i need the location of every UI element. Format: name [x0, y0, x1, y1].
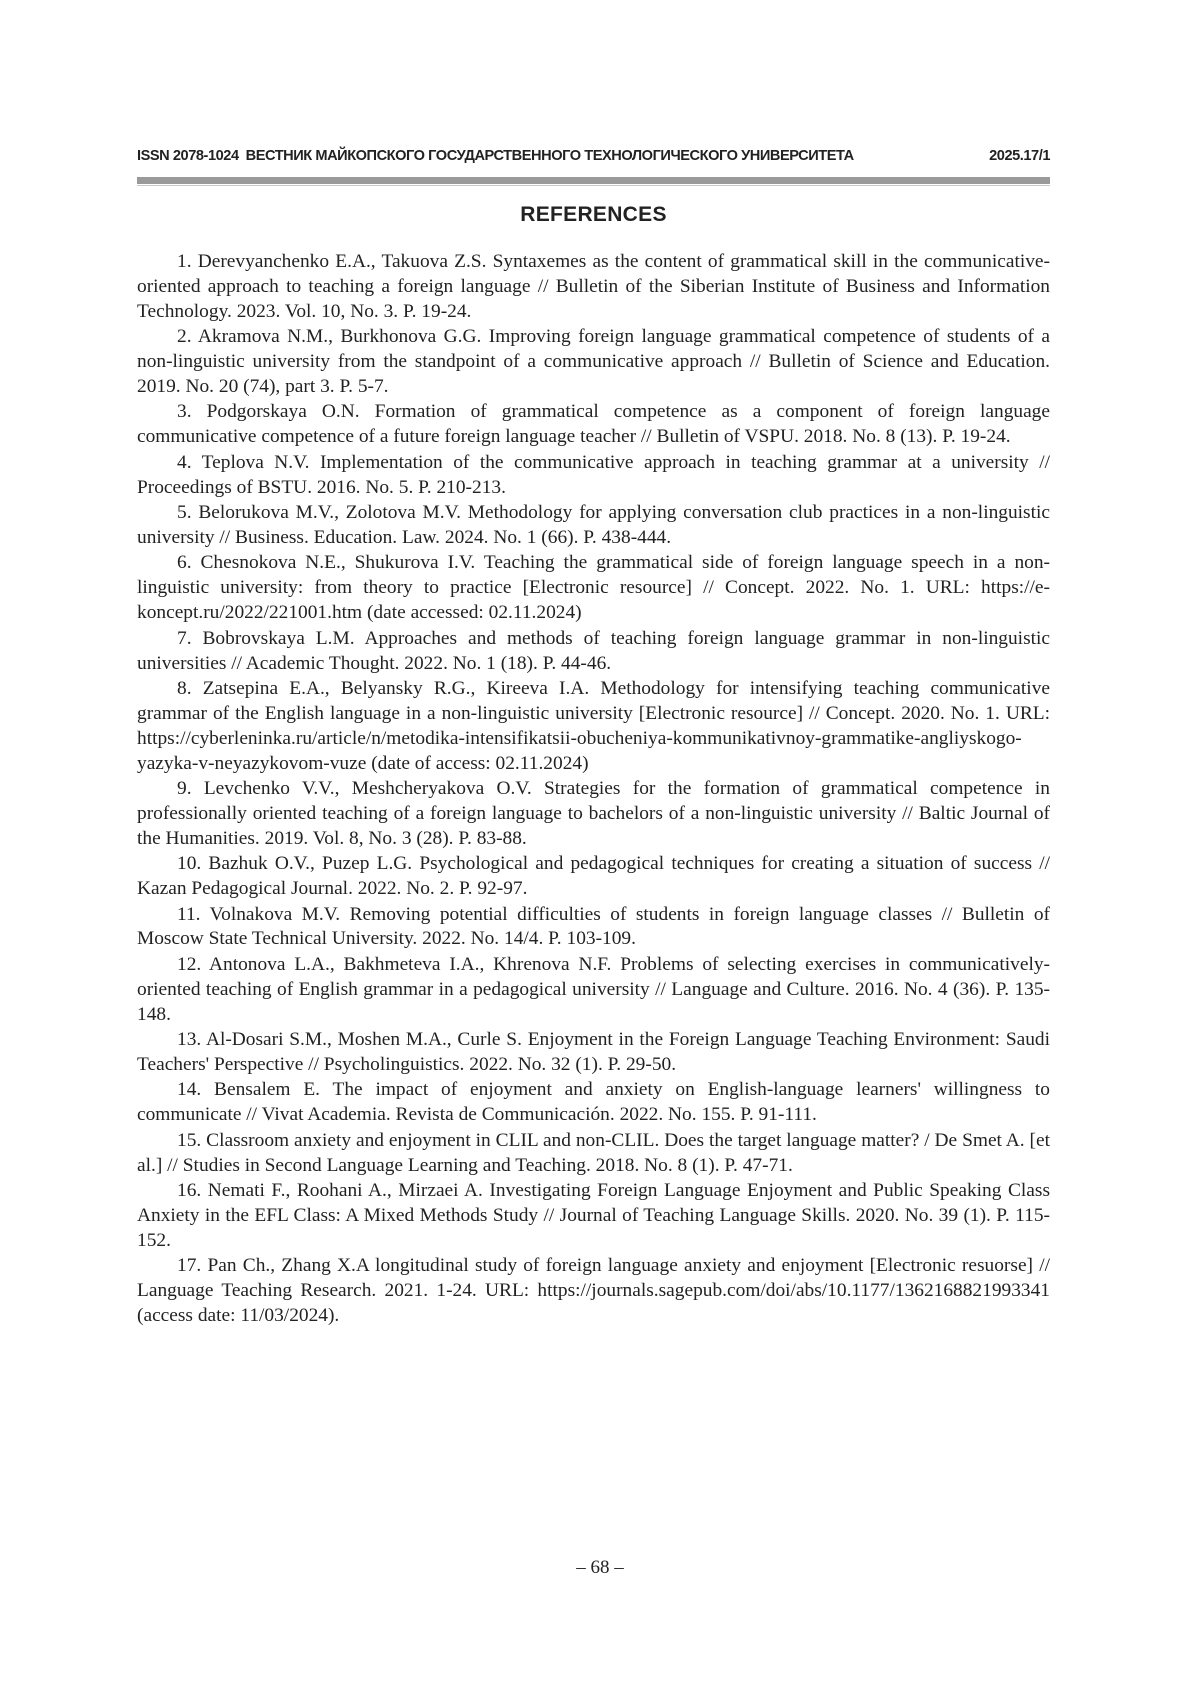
reference-item-3: 3. Podgorskaya O.N. Formation of grammatical competence as a component of foreign language communicative competence of a future foreign language teacher // Bulletin of VSPU. 2018. No. 8 (13). P. 19-24.	[137, 401, 1050, 448]
reference-item-16: 16. Nemati F., Roohani A., Mirzaei A. Investigating Foreign Language Enjoyment and Public Speaking Class Anxiety in the EFL Class: A Mixed Methods Study // Journal of Teaching Language Skills. 2020. No. 39 (1). P. 115-152.	[137, 1180, 1050, 1251]
running-header	[137, 148, 1050, 164]
reference-list	[137, 250, 1050, 1329]
reference-item-12: 12. Antonova L.A., Bakhmeteva I.A., Khrenova N.F. Problems of selecting exercises in communicatively-oriented teaching of English grammar in a pedagogical university // Language and Culture. 2016. No. 4 (36). P. 135-148.	[137, 953, 1050, 1025]
reference-item-14: 14. Bensalem E. The impact of enjoyment and anxiety on English-language learners' willingness to communicate // Vivat Academia. Revista de Communicación. 2022. No. 155. P. 91-111.	[137, 1079, 1050, 1126]
reference-item-10: 10. Bazhuk O.V., Puzep L.G. Psychological and pedagogical techniques for creating a situation of success // Kazan Pedagogical Journal. 2022. No. 2. P. 92-97.	[137, 853, 1050, 900]
reference-item-13: 13. Al-Dosari S.M., Moshen M.A., Curle S. Enjoyment in the Foreign Language Teaching Environment: Saudi Teachers' Perspective // Psycholinguistics. 2022. No. 32 (1). P. 29-50.	[137, 1029, 1050, 1075]
issue-number: 2025.17/1	[989, 148, 1050, 164]
reference-item-7: 7. Bobrovskaya L.M. Approaches and methods of teaching foreign language grammar in non-linguistic universities // Academic Thought. 2022. No. 1 (18). P. 44-46.	[137, 627, 1050, 674]
section-title: REFERENCES	[520, 203, 667, 226]
reference-item-15: 15. Classroom anxiety and enjoyment in CLIL and non-CLIL. Does the target language matter? / De Smet A. [et al.] // Studies in Second Language Learning and Teaching. 2018. No. 8 (1). P. 47-71.	[137, 1129, 1050, 1176]
reference-item-11: 11. Volnakova M.V. Removing potential difficulties of students in foreign language classes // Bulletin of Moscow State Technical University. 2022. No. 14/4. P. 103-109.	[137, 903, 1050, 950]
journal-title: ВЕСТНИК МАЙКОПСКОГО ГОСУДАРСТВЕННОГО ТЕХНОЛОГИЧЕСКОГО УНИВЕРСИТЕТА	[245, 148, 854, 164]
reference-item-6: 6. Chesnokova N.E., Shukurova I.V. Teaching the grammatical side of foreign language speech in a non-linguistic university: from theory to practice [Electronic resource] // Concept. 2022. No. 1. URL: https://e-koncept.ru/2022/221001.htm (date accessed: 02.11.2024)	[137, 552, 1050, 624]
reference-item-8: 8. Zatsepina E.A., Belyansky R.G., Kireeva I.A. Methodology for intensifying teaching communicative grammar of the English language in a non-linguistic university [Electronic resource] // Concept. 2020. No. 1. URL: https://cyberleninka.ru/article/n/metodika-intensifikatsii-obucheniya-kommunikativnoy-grammatike-angliyskogo-yazyka-v-neyazykovom-vuze (date of access: 02.11.2024)	[137, 677, 1050, 774]
reference-item-9: 9. Levchenko V.V., Meshcheryakova O.V. Strategies for the formation of grammatical competence in professionally oriented teaching of a foreign language to bachelors of a non-linguistic university // Baltic Journal of the Humanities. 2019. Vol. 8, No. 3 (28). P. 83-88.	[137, 778, 1050, 849]
reference-item-17: 17. Pan Ch., Zhang X.A longitudinal study of foreign language anxiety and enjoyment [Electronic resuorse] // Language Teaching Research. 2021. 1-24. URL: https://journals.sagepub.com/doi/abs/10.1177/1362168821993341 (access date: 11/03/2024).	[137, 1255, 1050, 1327]
issn-label: ISSN 2078-1024	[137, 148, 239, 164]
header-divider-thin	[137, 185, 1050, 186]
header-divider	[137, 177, 1050, 184]
reference-item-4: 4. Teplova N.V. Implementation of the communicative approach in teaching grammar at a university // Proceedings of BSTU. 2016. No. 5. P. 210-213.	[137, 451, 1050, 498]
header-left	[137, 148, 854, 164]
reference-item-1: 1. Derevyanchenko E.A., Takuova Z.S. Syntaxemes as the content of grammatical skill in the communicative-oriented approach to teaching a foreign language // Bulletin of the Siberian Institute of Business and Information Technology. 2023. Vol. 10, No. 3. P. 19-24.	[137, 251, 1050, 322]
page-number: – 68 –	[576, 1557, 624, 1578]
reference-item-5: 5. Belorukova M.V., Zolotova M.V. Methodology for applying conversation club practices in a non-linguistic university // Business. Education. Law. 2024. No. 1 (66). P. 438-444.	[137, 502, 1050, 548]
reference-item-2: 2. Akramova N.M., Burkhonova G.G. Improving foreign language grammatical competence of students of a non-linguistic university from the standpoint of a communicative approach // Bulletin of Science and Education. 2019. No. 20 (74), part 3. P. 5-7.	[137, 326, 1050, 398]
